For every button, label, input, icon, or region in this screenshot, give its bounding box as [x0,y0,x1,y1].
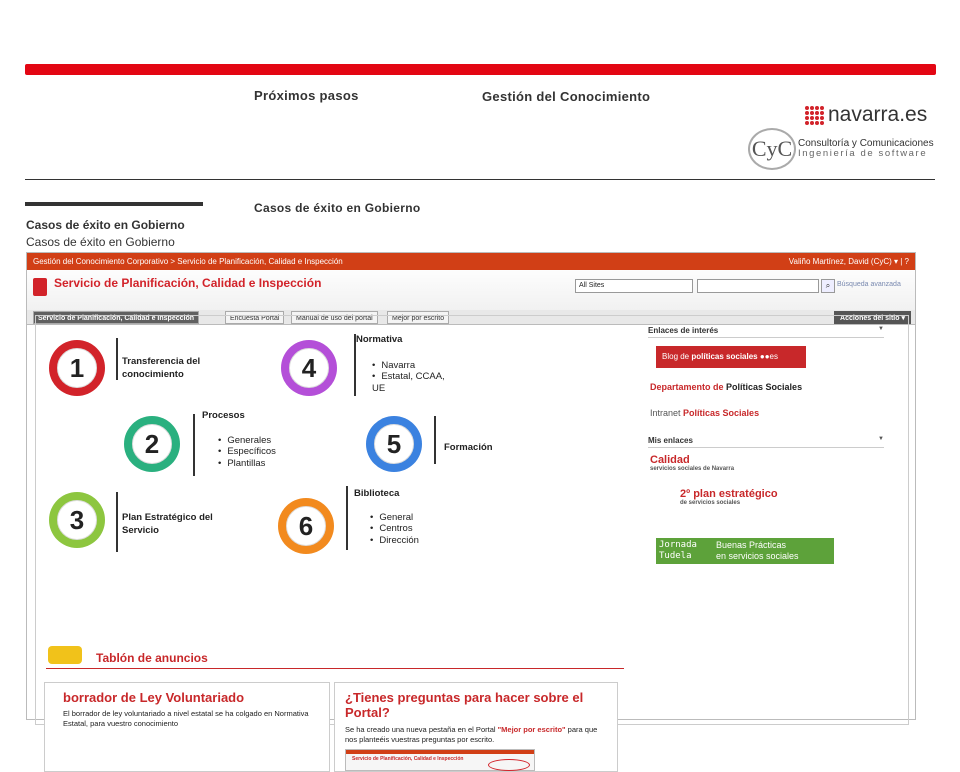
list-item[interactable]: • Navarra [372,360,452,371]
header-proximos-pasos: Próximos pasos [254,88,359,103]
highlight-ring [488,759,530,771]
links-header: Enlaces de interés ▼ [648,326,884,338]
card-body: Se ha creado una nueva pestaña en el Portal "Mejor por escrito" para que nos planteéis vuestras preguntas por escrito. [345,725,598,744]
sidebar-subtitle: Casos de éxito en Gobierno [26,235,175,249]
cyc-logo [748,128,934,170]
list-item[interactable]: • General [370,512,419,523]
portal-banner [27,270,915,322]
step-5-icon[interactable]: 5 [366,416,422,472]
blog-politicas-sociales-link[interactable]: Blog de políticas sociales ●●es [656,346,806,368]
plan-estrategico-link[interactable]: 2º plan estratégico de servicios sociales [680,488,778,506]
top-red-bar [25,64,936,75]
header-divider [25,179,935,180]
portal-screenshot [26,252,916,762]
card-title[interactable]: ¿Tienes preguntas para hacer sobre el Portal? [345,690,584,720]
search-icon[interactable]: ⌕ [821,279,835,293]
advanced-search-link[interactable]: Búsqueda avanzada [837,281,901,288]
step-3-icon[interactable]: 3 [49,492,105,548]
step-2-list [218,435,276,469]
portal-topbar [27,253,915,270]
site-actions-button[interactable]: Acciones del sitio ▾ [834,311,911,324]
step-4-label[interactable]: Normativa [356,334,403,345]
list-item[interactable]: • Centros [370,523,419,534]
tab-mejor-por-escrito[interactable]: Mejor por escrito [387,311,449,324]
portal-site-title[interactable]: Servicio de Planificación, Calidad e Inspección [54,276,322,290]
cyc-mark-icon: CyC [748,128,796,170]
intranet-link[interactable]: Intranet Políticas Sociales [650,408,760,418]
tab-encuesta[interactable]: Encuesta Portal [225,311,284,324]
navarra-logo-text: navarra.es [828,103,928,126]
card-title[interactable]: borrador de Ley Voluntariado [63,690,245,705]
list-item[interactable]: • Específicos [218,446,276,457]
step-1-icon[interactable]: 1 [49,340,105,396]
navarra-crest-icon [33,278,47,296]
step-2-icon[interactable]: 2 [124,416,180,472]
calidad-link[interactable]: Calidad servicios sociales de Navarra [650,454,735,472]
content-subheading: Casos de éxito en Gobierno [254,201,421,215]
announcement-card-ley[interactable] [44,682,330,772]
step-4-list [372,360,452,394]
step-1-label[interactable]: Transferencia del conocimiento [122,356,201,380]
step-6-icon[interactable]: 6 [278,498,334,554]
navarra-dots-icon [805,106,824,125]
jornada-buenas-practicas-link[interactable]: Jornada Tudela Buenas Prácticas en servicios sociales [656,538,834,564]
search-input[interactable] [697,279,819,293]
tab-servicio[interactable]: Servicio de Planificación, Calidad e Inspección [33,311,199,324]
card-body: El borrador de ley voluntariado a nivel estatal se ha colgado en Normativa Estatal, para vuestro conocimiento [63,709,309,728]
step-6-list [370,512,419,546]
mini-portal-screenshot: Servicio de Planificación, Calidad e Inspección [345,749,535,771]
list-item[interactable]: • Dirección [370,535,419,546]
board-title: Tablón de anuncios [96,651,208,665]
step-6-label[interactable]: Biblioteca [354,488,400,499]
step-2-label[interactable]: Procesos [202,410,245,421]
announcement-card-preguntas[interactable] [334,682,618,772]
cyc-logo-line2: Ingeniería de software [798,148,928,160]
tab-manual[interactable]: Manual de uso del portal [291,311,378,324]
step-4-icon[interactable]: 4 [281,340,337,396]
step-3-label[interactable]: Plan Estratégico del Servicio [122,512,213,536]
list-item[interactable]: • Generales [218,435,276,446]
list-item[interactable]: • Estatal, CCAA, UE [372,371,452,394]
sidebar-title: Casos de éxito en Gobierno [26,218,185,232]
portal-user-menu[interactable]: Valiño Martínez, David (CyC) ▾ | ? [788,257,909,266]
my-links-header: Mis enlaces ▼ [648,436,884,448]
search-scope-select[interactable]: All Sites [575,279,693,293]
step-5-label[interactable]: Formación [444,442,493,453]
portal-content [35,315,909,762]
cyc-logo-line1: Consultoría y Comunicaciones [798,138,934,150]
board-divider [46,668,624,669]
sidebar-accent-bar [25,202,203,206]
list-item[interactable]: • Plantillas [218,458,276,469]
navarra-logo [805,103,927,127]
departamento-link[interactable]: Departamento de Políticas Sociales [650,382,803,392]
coins-icon [48,646,82,664]
portal-breadcrumb[interactable]: Gestión del Conocimiento Corporativo > Servicio de Planificación, Calidad e Inspección [33,257,343,266]
header-gestion-conocimiento: Gestión del Conocimiento [482,89,651,104]
